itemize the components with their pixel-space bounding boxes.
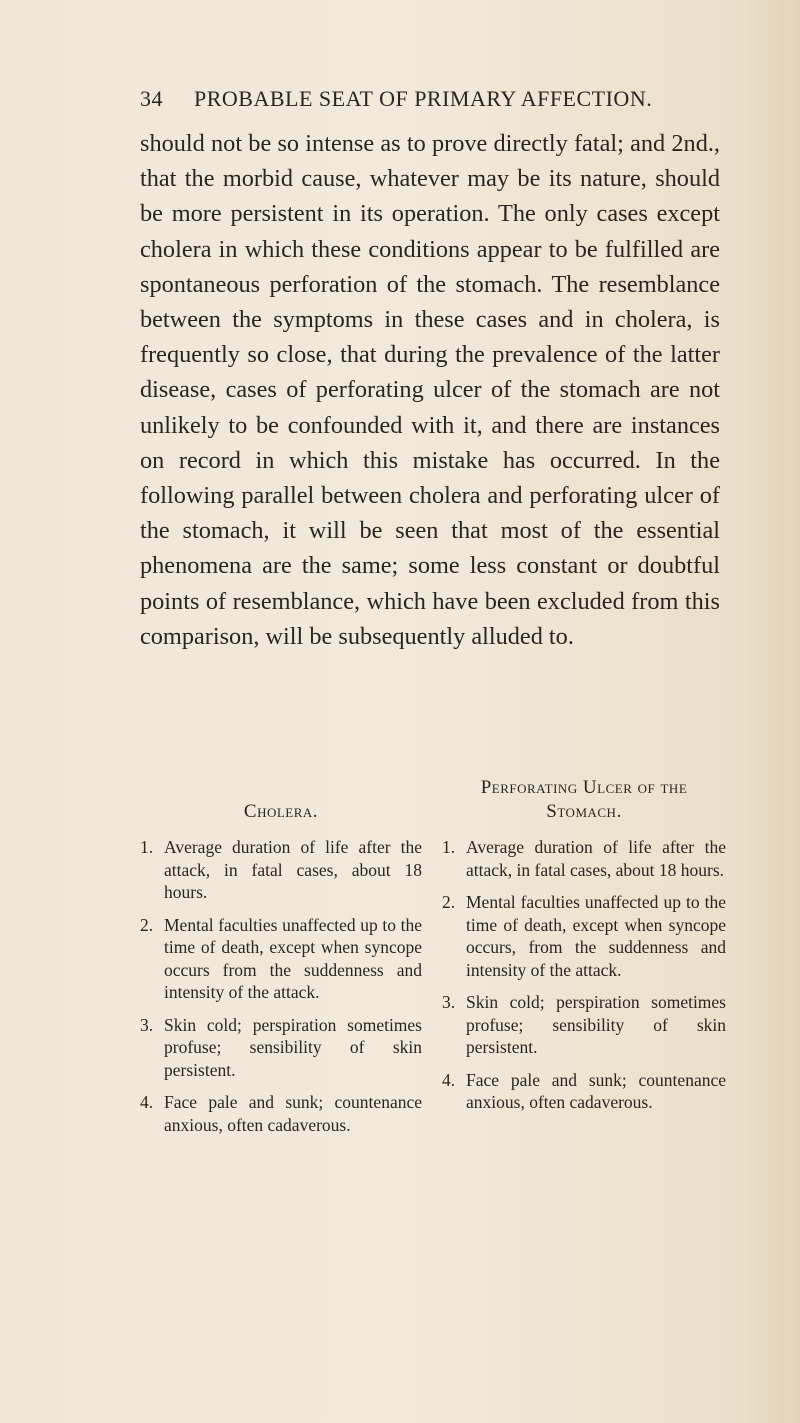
page-number: 34 [140,86,163,111]
running-head [140,86,720,116]
running-title: PROBABLE SEAT OF PRIMARY AFFECTION. [194,86,653,111]
item-text: Face pale and sunk; countenance anxious, often cadaverous. [164,1092,422,1135]
list-item [140,914,422,1004]
perforating-ulcer-heading-line1: Perforating Ulcer of the [480,777,688,798]
item-text: Mental faculties unaffected up to the time of death, except when syncope occurs from the suddenness and intensity of the attack. [164,914,422,1002]
list-item [442,1069,726,1114]
item-text: Face pale and sunk; countenance anxious, often cadaverous. [466,1069,726,1112]
list-item [442,991,726,1059]
item-number: 1. [140,837,154,857]
item-text: Average duration of life after the attack, in fatal cases, about 18 hours. [466,837,726,880]
item-number: 2. [442,892,456,912]
cholera-heading [140,776,422,824]
list-item [140,1091,422,1136]
list-item [442,836,726,881]
body-paragraph: should not be so intense as to prove directly fatal; and 2nd., that the morbid cause, whatever may be its nature, should be more persistent in its operation. The only cases except cholera in which these conditions appear to be fulfilled are spontaneous perforation of the stomach. The resemblance between the symptoms in these cases and in cholera, is frequently so close, that during the prevalence of the latter disease, cases of perforating ulcer of the stomach are not unlikely to be confounded with it, and there are instances on record in which this mistake has occurred. In the following parallel between cholera and perforating ulcer of the stomach, it will be seen that most of the essential phenomena are the same; some less constant or doubtful points of resemblance, which have been excluded from this comparison, will be subsequently alluded to. [140,130,720,650]
item-number: 2. [140,914,154,935]
item-text: Skin cold; perspiration sometimes profuse; sensibility of skin persistent. [466,992,726,1057]
cholera-column [140,776,422,1146]
perforating-ulcer-heading-line2: Stomach. [546,801,622,822]
item-number: 3. [442,992,456,1012]
item-text: Mental faculties unaffected up to the time of death, except when syncope occurs, from the suddenness and intensity of the attack. [466,892,726,980]
list-item [442,891,726,981]
cholera-heading-text: Cholera. [243,801,319,822]
item-number: 3. [140,1014,154,1035]
list-item [140,836,422,904]
item-number: 1. [442,837,456,857]
perforating-ulcer-heading [442,776,726,824]
item-number: 4. [442,1069,456,1090]
item-number: 4. [140,1092,154,1112]
list-item [140,1014,422,1082]
perforating-ulcer-column [442,776,726,1124]
item-text: Average duration of life after the attack, in fatal cases, about 18 hours. [164,837,422,902]
item-text: Skin cold; perspiration sometimes profuse; sensibility of skin persistent. [164,1014,422,1080]
